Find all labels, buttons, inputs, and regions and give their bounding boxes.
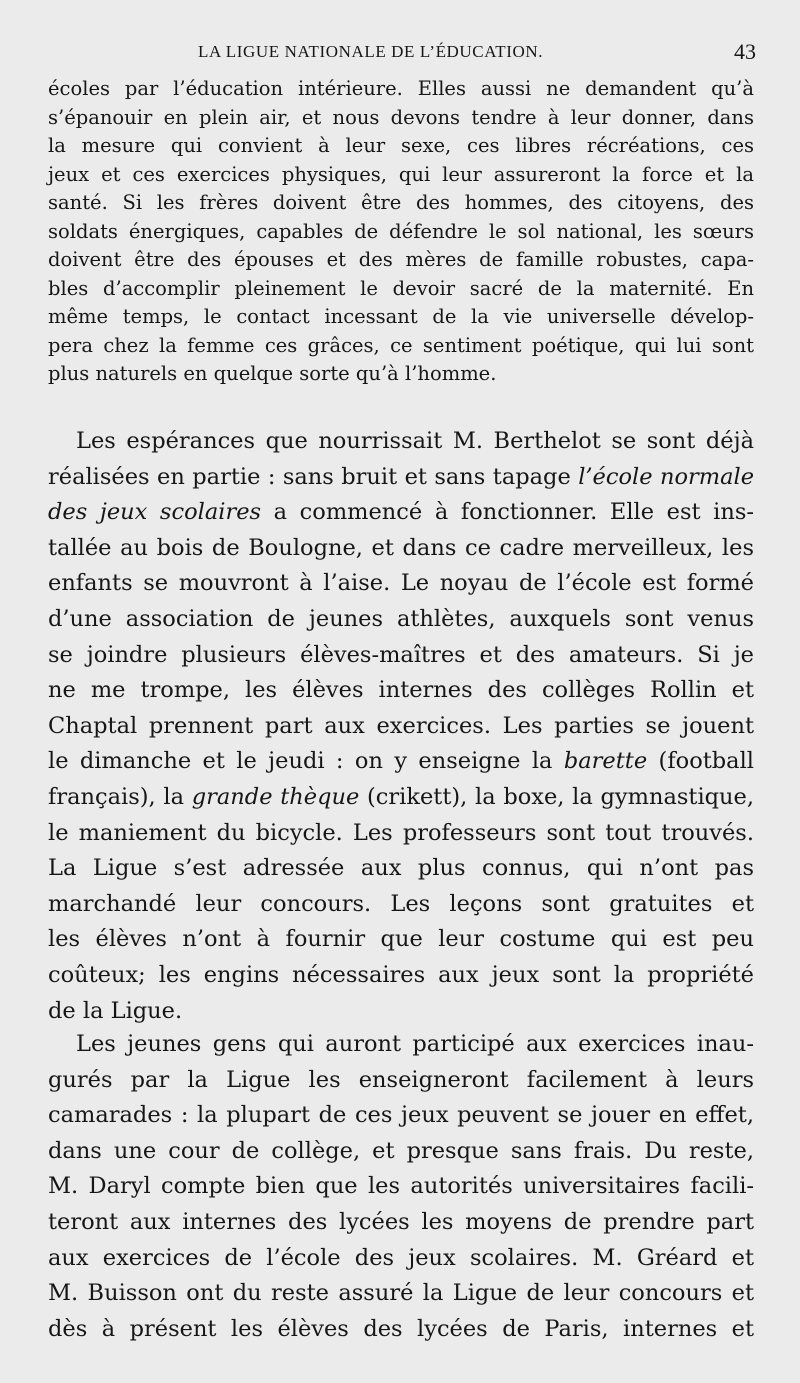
text-line: se joindre plusieurs élèves-maîtres et des amateurs. Si je	[48, 641, 754, 668]
paragraph-2	[48, 424, 754, 1029]
text-line: doivent être des épouses et des mères de famille robustes, capa-	[48, 248, 754, 271]
text-line: les élèves n’ont à fournir que leur costume qui est peu	[48, 926, 754, 953]
text-line	[48, 744, 754, 780]
text-line: bles d’accomplir pleinement le devoir sacré de la maternité. En	[48, 276, 754, 300]
text-line: camarades : la plupart de ces jeux peuvent se jouer en effet,	[48, 1102, 754, 1129]
text-line: enfants se mouvront à l’aise. Le noyau de l’école est formé	[48, 570, 754, 597]
text-line: de la Ligue.	[48, 997, 183, 1024]
italic-title: l’école normale	[578, 463, 755, 490]
text-line: jeux et ces exercices physiques, qui leur assureront la force et la	[48, 162, 754, 186]
text-line: pera chez la femme ces grâces, ce sentiment poétique, qui lui sont	[48, 333, 754, 357]
text-line	[48, 495, 754, 531]
text-line: aux exercices de l’école des jeux scolaires. M. Gréard et	[48, 1244, 754, 1271]
text-line	[48, 460, 754, 496]
text-line: plus naturels en quelque sorte qu’à l’homme.	[48, 362, 497, 385]
text-line: santé. Si les frères doivent être des hommes, des citoyens, des	[48, 191, 754, 214]
italic-title: des jeux scolaires	[48, 499, 262, 526]
page-header	[48, 38, 756, 66]
text-run: (football	[647, 748, 754, 775]
text-line: d’une association de jeunes athlètes, auxquels sont venus	[48, 605, 754, 632]
text-line: écoles par l’éducation intérieure. Elles aussi ne demandent qu’à	[48, 77, 754, 100]
text-run: français), la	[48, 783, 192, 810]
italic-term: barette	[563, 748, 648, 775]
page-number: 43	[734, 39, 756, 64]
text-line: M. Daryl compte bien que les autorités universitaires facili-	[48, 1173, 754, 1200]
text-line: M. Buisson ont du reste assuré la Ligue de leur concours et	[48, 1280, 754, 1307]
running-title: LA LIGUE NATIONALE DE L’ÉDUCATION.	[198, 42, 544, 61]
italic-term: grande thèque	[191, 783, 360, 810]
text-line: marchandé leur concours. Les leçons sont gratuites et	[48, 890, 754, 917]
text-line: s’épanouir en plein air, et nous devons tendre à leur donner, dans	[48, 105, 754, 129]
text-run: le dimanche et le jeudi : on y enseigne la	[48, 748, 564, 775]
text-line	[48, 780, 754, 816]
text-line: dans une cour de collège, et presque sans frais. Du reste,	[48, 1137, 754, 1164]
text-line: même temps, le contact incessant de la vie universelle dévelop-	[48, 305, 754, 328]
text-line: coûteux; les engins nécessaires aux jeux sont la propriété	[48, 961, 754, 988]
text-line: La Ligue s’est adressée aux plus connus, qui n’ont pas	[48, 855, 754, 882]
text-line: soldats énergiques, capables de défendre le sol national, les sœurs	[48, 219, 754, 243]
text-run: a commencé à fonctionner. Elle est ins-	[261, 499, 754, 526]
paragraph-1	[48, 75, 754, 389]
text-line: tallée au bois de Boulogne, et dans ce cadre merveilleux, les	[48, 534, 754, 561]
text-line: Chaptal prennent part aux exercices. Les parties se jouent	[48, 712, 754, 739]
text-line: la mesure qui convient à leur sexe, ces libres récréations, ces	[48, 134, 754, 157]
text-run: réalisées en partie : sans bruit et sans tapage	[48, 463, 579, 490]
text-line: Les jeunes gens qui auront participé aux exercices inau-	[76, 1031, 754, 1057]
paragraph-3	[48, 1027, 754, 1347]
text-line: le maniement du bicycle. Les professeurs sont tout trouvés.	[48, 819, 754, 846]
text-line: teront aux internes des lycées les moyens de prendre part	[48, 1208, 754, 1235]
text-line: Les espérances que nourrissait M. Berthelot se sont déjà	[76, 428, 754, 454]
text-run: (crikett), la boxe, la gymnastique,	[359, 783, 755, 810]
text-line: dès à présent les élèves des lycées de Paris, internes et	[48, 1315, 754, 1342]
text-line: gurés par la Ligue les enseigneront facilement à leurs	[48, 1066, 754, 1093]
text-line: ne me trompe, les élèves internes des collèges Rollin et	[48, 677, 754, 704]
